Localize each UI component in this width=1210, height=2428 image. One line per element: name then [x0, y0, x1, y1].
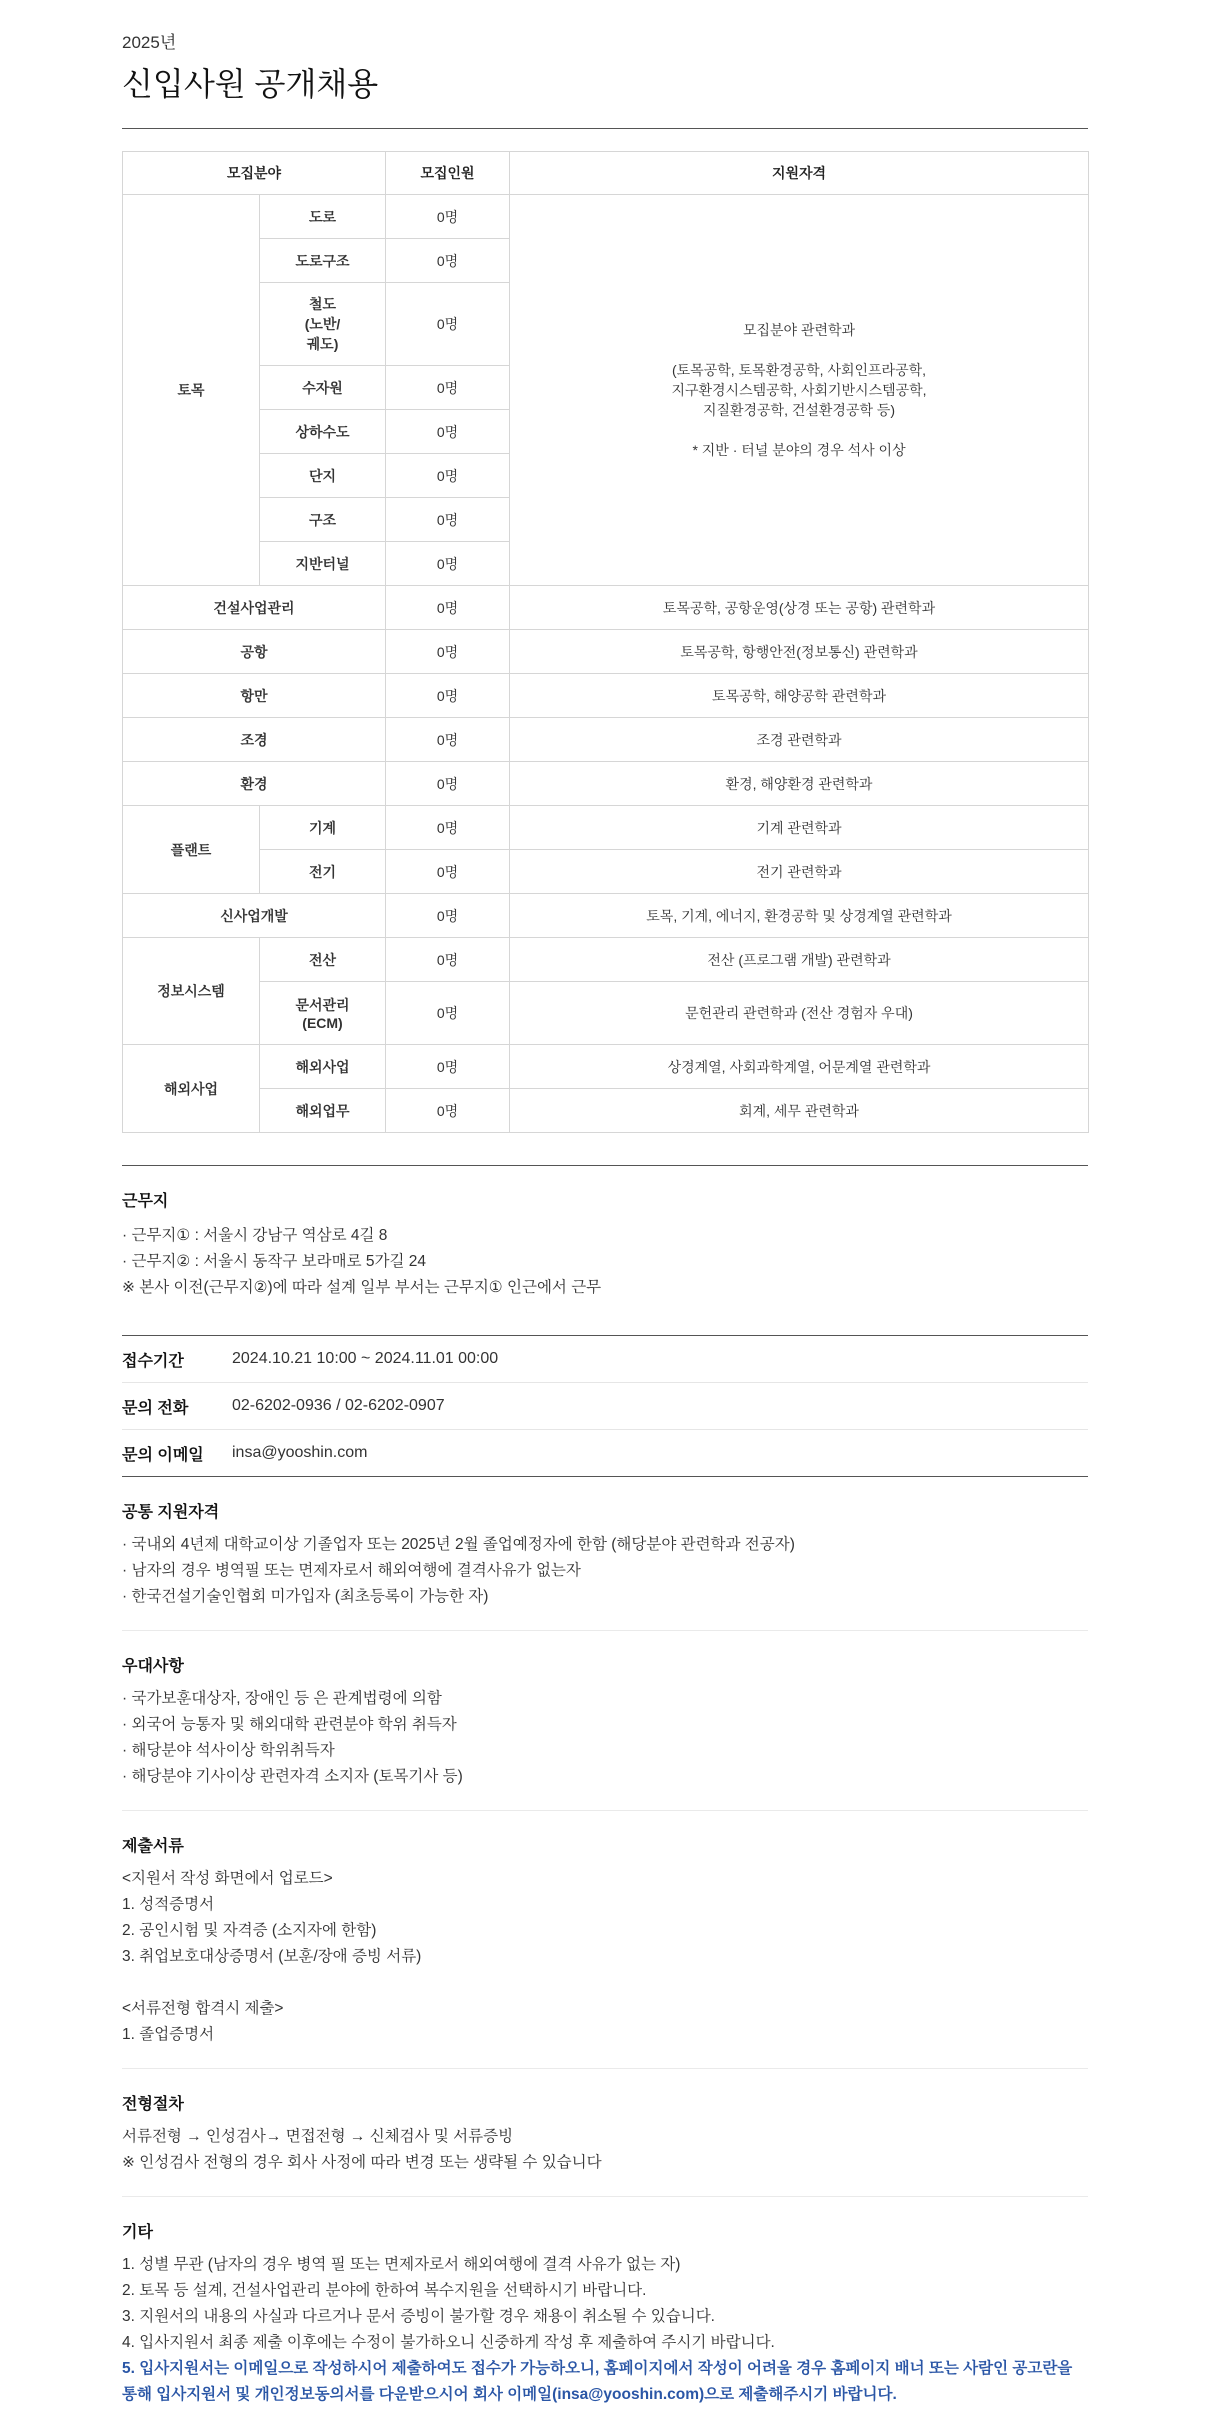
header-field: 모집분야: [123, 152, 386, 195]
title-divider: [122, 128, 1088, 129]
info-row: [122, 1383, 1088, 1430]
table-row: [123, 718, 1089, 762]
section-line: 2. 토목 등 설계, 건설사업관리 분야에 한하여 복수지원을 선택하시기 바랍니다.: [122, 2282, 647, 2299]
table-header-row: [123, 152, 1089, 195]
field-subcategory: 철도 (노반/ 궤도): [260, 283, 386, 366]
qualification: 회계, 세무 관련학과: [510, 1089, 1089, 1133]
section-title: 기타: [122, 2224, 153, 2241]
field-category: 항만: [123, 674, 386, 718]
recruit-count: 0명: [386, 195, 510, 239]
info-label: 문의 전화: [122, 1399, 189, 1417]
section-line: 1. 성별 무관 (남자의 경우 병역 필 또는 면제자로서 해외여행에 결격 사유가 없는 자): [122, 2256, 681, 2273]
detail-section: [122, 1631, 1088, 1811]
workplace-line: · 근무지① : 서울시 강남구 역삼로 4길 8: [122, 1227, 388, 1244]
recruit-count: 0명: [386, 630, 510, 674]
info-row: [122, 1430, 1088, 1476]
header-count: 모집인원: [386, 152, 510, 195]
qualification: 문헌관리 관련학과 (전산 경험자 우대): [510, 982, 1089, 1045]
field-subcategory: 지반터널: [260, 542, 386, 586]
recruit-count: 0명: [386, 283, 510, 366]
section-line: 3. 취업보호대상증명서 (보훈/장애 증빙 서류): [122, 1948, 422, 1965]
section-line: · 한국건설기술인협회 미가입자 (최초등록이 가능한 자): [122, 1588, 489, 1605]
field-subcategory: 수자원: [260, 366, 386, 410]
qualification: 기계 관련학과: [510, 806, 1089, 850]
field-subcategory: 전기: [260, 850, 386, 894]
workplace-line: ※ 본사 이전(근무지②)에 따라 설계 일부 부서는 근무지① 인근에서 근무: [122, 1279, 602, 1296]
field-subcategory: 도로: [260, 195, 386, 239]
detail-section: [122, 1477, 1088, 1631]
recruit-count: 0명: [386, 1089, 510, 1133]
header-qualification: 지원자격: [510, 152, 1089, 195]
recruit-count: 0명: [386, 239, 510, 283]
section-line: 3. 지원서의 내용의 사실과 다르거나 문서 증빙이 불가할 경우 채용이 취소될 수 있습니다.: [122, 2308, 715, 2325]
field-subcategory: 도로구조: [260, 239, 386, 283]
recruit-table-body: [123, 195, 1089, 1133]
field-category: 토목: [123, 195, 260, 586]
workplace-line: · 근무지② : 서울시 동작구 보라매로 5가길 24: [122, 1253, 426, 1270]
field-category: 해외사업: [123, 1045, 260, 1133]
field-subcategory: 문서관리 (ECM): [260, 982, 386, 1045]
recruit-count: 0명: [386, 454, 510, 498]
table-row: [123, 586, 1089, 630]
detail-sections: [122, 1477, 1088, 2428]
section-line: 서류전형 → 인성검사→ 면접전형 → 신체검사 및 서류증빙: [122, 2128, 514, 2145]
section-line: ※ 인성검사 전형의 경우 회사 사정에 따라 변경 또는 생략될 수 있습니다: [122, 2154, 602, 2171]
qualification: 전기 관련학과: [510, 850, 1089, 894]
info-value: insa@yooshin.com: [232, 1444, 368, 1461]
info-value: 2024.10.21 10:00 ~ 2024.11.01 00:00: [232, 1350, 499, 1367]
recruit-count: 0명: [386, 542, 510, 586]
recruit-count: 0명: [386, 586, 510, 630]
info-list: [122, 1336, 1088, 1476]
section-line: · 외국어 능통자 및 해외대학 관련분야 학위 취득자: [122, 1716, 457, 1733]
section-title: 제출서류: [122, 1838, 184, 1855]
workplace-section: [122, 1166, 1088, 1335]
qualification: 조경 관련학과: [510, 718, 1089, 762]
field-subcategory: 구조: [260, 498, 386, 542]
table-row: [123, 982, 1089, 1045]
table-row: [123, 762, 1089, 806]
section-line: <지원서 작성 화면에서 업로드>: [122, 1870, 333, 1887]
section-title: 공통 지원자격: [122, 1504, 220, 1521]
field-category: 신사업개발: [123, 894, 386, 938]
field-category: 정보시스템: [123, 938, 260, 1045]
table-row: [123, 195, 1089, 239]
table-row: [123, 1045, 1089, 1089]
section-line: 4. 입사지원서 최종 제출 이후에는 수정이 불가하오니 신중하게 작성 후 제출하여 주시기 바랍니다.: [122, 2334, 775, 2351]
table-row: [123, 630, 1089, 674]
section-line: · 국가보훈대상자, 장애인 등 은 관계법령에 의함: [122, 1690, 442, 1707]
recruit-table: [122, 151, 1089, 1133]
section-title: 전형절차: [122, 2096, 184, 2113]
qualification: 모집분야 관련학과 (토목공학, 토목환경공학, 사회인프라공학, 지구환경시스템공학, 사회기반시스템공학, 지질환경공학, 건설환경공학 등) * 지반 · 터널 분야의 경우 석사 이상: [510, 195, 1089, 586]
qualification: 토목공학, 공항운영(상경 또는 공항) 관련학과: [510, 586, 1089, 630]
recruit-count: 0명: [386, 498, 510, 542]
recruit-count: 0명: [386, 718, 510, 762]
recruit-page: [122, 0, 1088, 2428]
page-title: 신입사원 공개채용: [122, 66, 379, 102]
table-row: [123, 806, 1089, 850]
field-subcategory: 해외사업: [260, 1045, 386, 1089]
field-category: 조경: [123, 718, 386, 762]
recruit-count: 0명: [386, 894, 510, 938]
detail-section: [122, 2069, 1088, 2197]
table-row: [123, 938, 1089, 982]
field-subcategory: 해외업무: [260, 1089, 386, 1133]
recruit-count: 0명: [386, 366, 510, 410]
section-line: · 해당분야 기사이상 관련자격 소지자 (토목기사 등): [122, 1768, 463, 1785]
detail-section: [122, 2197, 1088, 2428]
workplace-title: 근무지: [122, 1193, 169, 1210]
field-subcategory: 전산: [260, 938, 386, 982]
recruit-count: 0명: [386, 982, 510, 1045]
recruit-count: 0명: [386, 938, 510, 982]
field-category: 공항: [123, 630, 386, 674]
recruit-count: 0명: [386, 1045, 510, 1089]
table-row: [123, 1089, 1089, 1133]
section-line: 2. 공인시험 및 자격증 (소지자에 한함): [122, 1922, 377, 1939]
field-category: 건설사업관리: [123, 586, 386, 630]
recruit-count: 0명: [386, 850, 510, 894]
info-value: 02-6202-0936 / 02-6202-0907: [232, 1397, 445, 1414]
detail-section: [122, 1811, 1088, 2069]
recruit-count: 0명: [386, 762, 510, 806]
info-label: 접수기간: [122, 1352, 184, 1370]
section-line: 1. 성적증명서: [122, 1896, 215, 1913]
qualification: 토목공학, 해양공학 관련학과: [510, 674, 1089, 718]
qualification: 토목, 기계, 에너지, 환경공학 및 상경계열 관련학과: [510, 894, 1089, 938]
qualification: 전산 (프로그램 개발) 관련학과: [510, 938, 1089, 982]
field-category: 플랜트: [123, 806, 260, 894]
section-line: · 국내외 4년제 대학교이상 기졸업자 또는 2025년 2월 졸업예정자에 한함 (해당분야 관련학과 전공자): [122, 1536, 795, 1553]
workplace-lines: [122, 1223, 1088, 1301]
qualification: 환경, 해양환경 관련학과: [510, 762, 1089, 806]
highlight-notice: 5. 입사지원서는 이메일으로 작성하시어 제출하여도 접수가 가능하오니, 홈페이지에서 작성이 어려울 경우 홈페이지 배너 또는 사람인 공고란을 통해 입사지원서 및 개인정보동의서를 다운받으시어 회사 이메일(insa@yooshin.com)으로 제출해주시기 바랍니다.: [122, 2360, 1073, 2403]
qualification: 토목공학, 항행안전(정보통신) 관련학과: [510, 630, 1089, 674]
section-line: <서류전형 합격시 제출>: [122, 2000, 284, 2017]
section-line: · 남자의 경우 병역필 또는 면제자로서 해외여행에 결격사유가 없는자: [122, 1562, 581, 1579]
recruit-count: 0명: [386, 674, 510, 718]
field-subcategory: 상하수도: [260, 410, 386, 454]
recruit-count: 0명: [386, 806, 510, 850]
info-row: [122, 1336, 1088, 1383]
field-category: 환경: [123, 762, 386, 806]
section-title: 우대사항: [122, 1658, 184, 1675]
table-row: [123, 850, 1089, 894]
field-subcategory: 기계: [260, 806, 386, 850]
section-line: 1. 졸업증명서: [122, 2026, 215, 2043]
recruit-year: 2025년: [122, 33, 177, 52]
field-subcategory: 단지: [260, 454, 386, 498]
table-row: [123, 674, 1089, 718]
table-row: [123, 894, 1089, 938]
qualification: 상경계열, 사회과학계열, 어문계열 관련학과: [510, 1045, 1089, 1089]
section-line: [122, 1970, 1088, 1996]
info-label: 문의 이메일: [122, 1446, 204, 1464]
recruit-count: 0명: [386, 410, 510, 454]
section-line: · 해당분야 석사이상 학위취득자: [122, 1742, 335, 1759]
